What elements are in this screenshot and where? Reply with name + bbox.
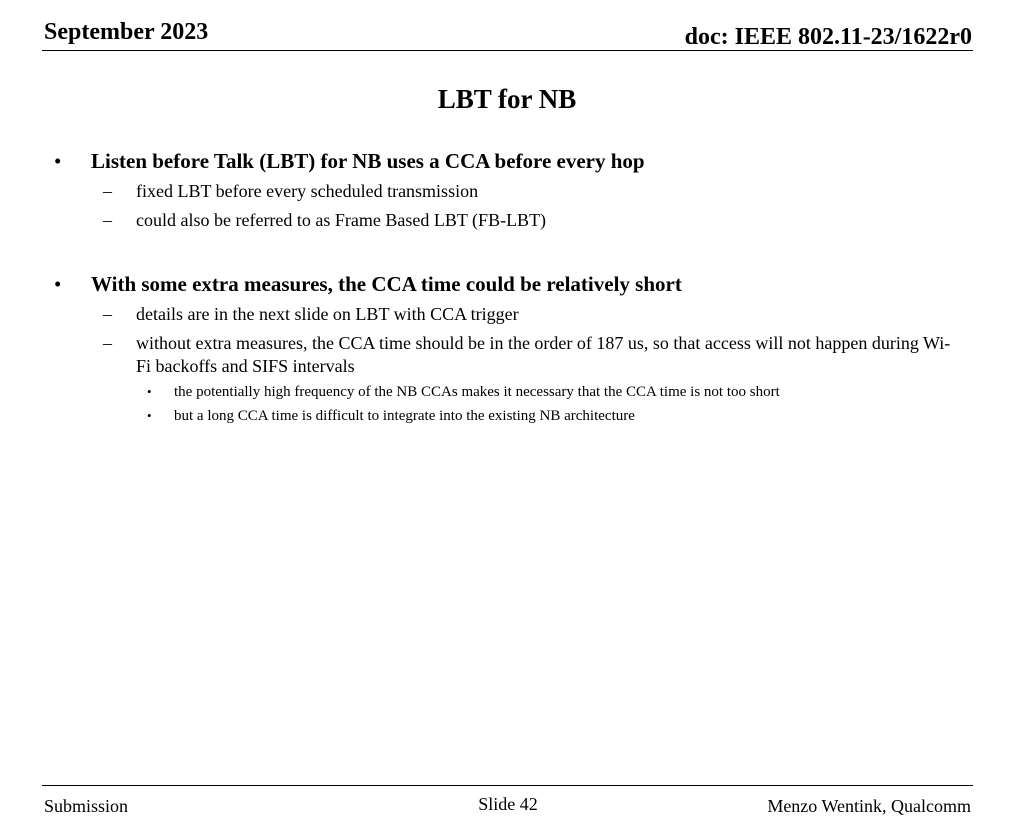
sub-bullet-text: without extra measures, the CCA time should be in the order of 187 us, so that access will not happen during Wi-Fi backoffs and SIFS intervals xyxy=(136,333,951,376)
sub-sub-bullet-text: the potentially high frequency of the NB CCAs makes it necessary that the CCA time is not too short xyxy=(174,384,780,400)
bullet-text: With some extra measures, the CCA time could be relatively short xyxy=(91,272,682,296)
sub-bullet-marker: – xyxy=(103,304,112,324)
bullet-1 xyxy=(54,149,645,174)
footer-submission: Submission xyxy=(44,796,129,816)
bullet-marker: • xyxy=(54,272,62,296)
sub-sub-bullet-marker: • xyxy=(147,384,152,399)
bullet-text: Listen before Talk (LBT) for NB uses a CCA before every hop xyxy=(91,149,645,173)
sub-bullet-text: fixed LBT before every scheduled transmission xyxy=(136,181,479,201)
sub-bullet-marker: – xyxy=(103,181,112,201)
bullet-2 xyxy=(54,272,682,297)
sub-bullet-2-2 xyxy=(103,332,956,378)
slide-title: LBT for NB xyxy=(437,84,577,114)
sub-sub-bullet-marker: • xyxy=(147,408,152,423)
sub-bullet-marker: – xyxy=(103,333,112,353)
sub-bullet-text: could also be referred to as Frame Based LBT (FB-LBT) xyxy=(136,210,547,230)
sub-bullet-text: details are in the next slide on LBT with CCA trigger xyxy=(136,304,519,324)
sub-bullet-2-1 xyxy=(103,303,956,326)
bullet-marker: • xyxy=(54,149,62,173)
sub-sub-bullet-text: but a long CCA time is difficult to integrate into the existing NB architecture xyxy=(174,408,635,424)
sub-bullet-marker: – xyxy=(103,210,112,230)
sub-bullet-1-1 xyxy=(103,180,956,203)
footer-divider xyxy=(42,785,973,786)
sub-bullet-1-2 xyxy=(103,209,956,232)
header-date: September 2023 xyxy=(44,19,209,45)
sub-sub-bullet-2-2-1 xyxy=(147,384,780,401)
footer-slide-number: Slide 42 xyxy=(478,794,538,814)
header-doc-id: doc: IEEE 802.11-23/1622r0 xyxy=(684,24,972,50)
header-divider xyxy=(42,50,973,51)
footer-author: Menzo Wentink, Qualcomm xyxy=(767,796,971,816)
sub-sub-bullet-2-2-2 xyxy=(147,408,635,425)
